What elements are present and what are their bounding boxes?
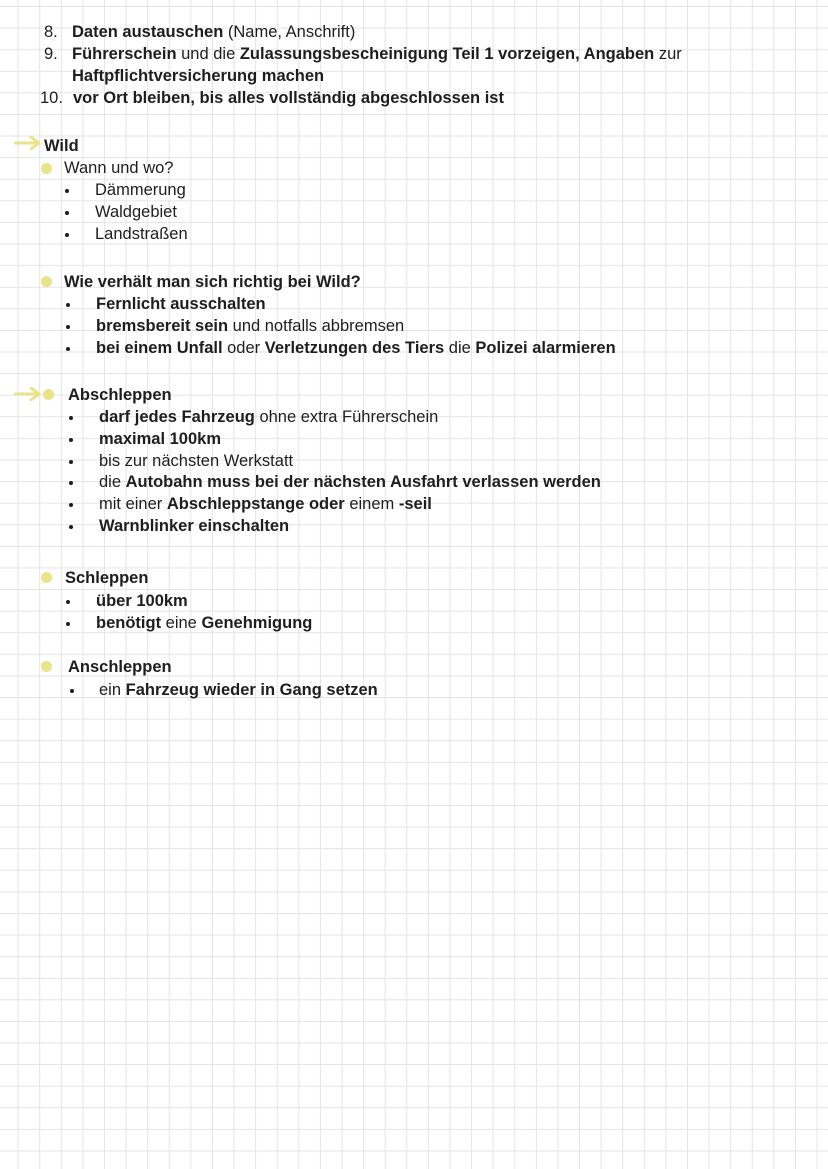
text-segment: darf jedes Fahrzeug (99, 408, 255, 426)
text-segment: bremsbereit sein (96, 317, 229, 335)
bullet-dot-icon (66, 622, 70, 626)
list-item (96, 613, 312, 634)
question-behaviour: Wie verhält man sich richtig bei Wild? (64, 273, 361, 291)
numbered-item-text (73, 88, 504, 109)
text-segment: die (444, 339, 476, 357)
question-when-where: Wann und wo? (64, 159, 174, 177)
text-segment: mit einer (99, 495, 167, 514)
text-segment: maximal 100km (99, 429, 222, 448)
list-item (99, 494, 432, 515)
text-segment: Verletzungen des Tiers (264, 339, 445, 357)
list-number: 10. (40, 89, 63, 107)
list-item (99, 429, 221, 450)
text-segment: Genehmigung (201, 614, 313, 632)
bullet-dot-icon (69, 460, 73, 464)
bullet-dot-icon (65, 189, 69, 193)
text-segment: bis zur nächsten Werkstatt (99, 451, 294, 470)
bullet-dot-icon (69, 481, 73, 485)
bullet-dot-icon (65, 233, 69, 237)
text-segment: über 100km (96, 592, 188, 610)
bullet-dot-icon (65, 211, 69, 215)
text-segment: Führerschein (72, 45, 177, 63)
list-item (99, 516, 289, 537)
arrow-right-icon (14, 387, 42, 401)
numbered-item-text (72, 22, 355, 43)
bullet-dot-icon (69, 525, 73, 529)
bullet-dot-icon (66, 347, 70, 351)
text-segment: Unfall (176, 339, 223, 357)
bullet-dot-icon (66, 600, 70, 604)
bullet-dot-icon (69, 503, 73, 507)
text-segment: Zulassungsbescheinigung Teil 1 vorzeigen, Angaben (239, 45, 655, 63)
text-segment: ohne extra Führerschein (254, 408, 439, 426)
text-segment: Haftpflichtversicherung machen (72, 67, 325, 85)
numbered-item-text (72, 66, 324, 87)
list-item (99, 472, 601, 493)
text-segment: und die (176, 45, 240, 63)
text-segment: Fahrzeug wieder in Gang setzen (125, 681, 378, 699)
bullet-dot-icon (69, 416, 73, 420)
arrow-right-icon (14, 136, 42, 150)
list-item (96, 316, 404, 337)
text-segment: (Name, Anschrift) (223, 23, 356, 41)
section-heading-anschleppen: Anschleppen (68, 658, 172, 676)
yellow-bullet-icon (41, 661, 52, 672)
section-heading-abschleppen: Abschleppen (68, 386, 172, 404)
list-item (96, 338, 616, 359)
yellow-bullet-icon (41, 163, 52, 174)
bullet-dot-icon (70, 689, 74, 693)
list-item: Dämmerung (95, 181, 186, 199)
list-item (96, 294, 266, 315)
section-heading-schleppen: Schleppen (65, 569, 149, 587)
text-segment: vor Ort bleiben, bis alles vollständig abgeschlossen ist (73, 89, 504, 107)
text-segment: einem (344, 495, 399, 514)
text-segment: benötigt (96, 614, 162, 632)
text-segment: und notfalls abbremsen (228, 317, 405, 335)
bullet-dot-icon (66, 325, 70, 329)
text-segment: eine (161, 614, 202, 632)
text-segment: Polizei alarmieren (475, 339, 616, 357)
text-segment: die (99, 473, 126, 492)
numbered-item-text (72, 44, 682, 65)
yellow-bullet-icon (43, 389, 54, 400)
list-item (99, 407, 438, 428)
text-segment: Fernlicht ausschalten (96, 295, 266, 313)
list-item (96, 591, 188, 612)
bullet-dot-icon (66, 303, 70, 307)
list-item: Landstraßen (95, 225, 188, 243)
text-segment: ein (99, 681, 126, 699)
text-segment: zur (654, 45, 682, 63)
text-segment: Daten austauschen (72, 23, 224, 41)
text-segment: Abschleppstange oder (166, 495, 345, 514)
list-number: 8. (44, 23, 58, 41)
list-item (99, 451, 293, 472)
yellow-bullet-icon (41, 276, 52, 287)
yellow-bullet-icon (41, 572, 52, 583)
list-item: Waldgebiet (95, 203, 177, 221)
list-item (99, 680, 378, 701)
bullet-dot-icon (69, 438, 73, 442)
text-segment: bei einem (96, 339, 177, 357)
text-segment: oder (222, 339, 265, 357)
text-segment: Warnblinker einschalten (99, 517, 290, 535)
section-heading-wild: Wild (44, 137, 79, 155)
list-number: 9. (44, 45, 58, 63)
text-segment: -seil (398, 495, 432, 514)
text-segment: Autobahn muss bei der nächsten Ausfahrt verlassen werden (125, 473, 601, 492)
